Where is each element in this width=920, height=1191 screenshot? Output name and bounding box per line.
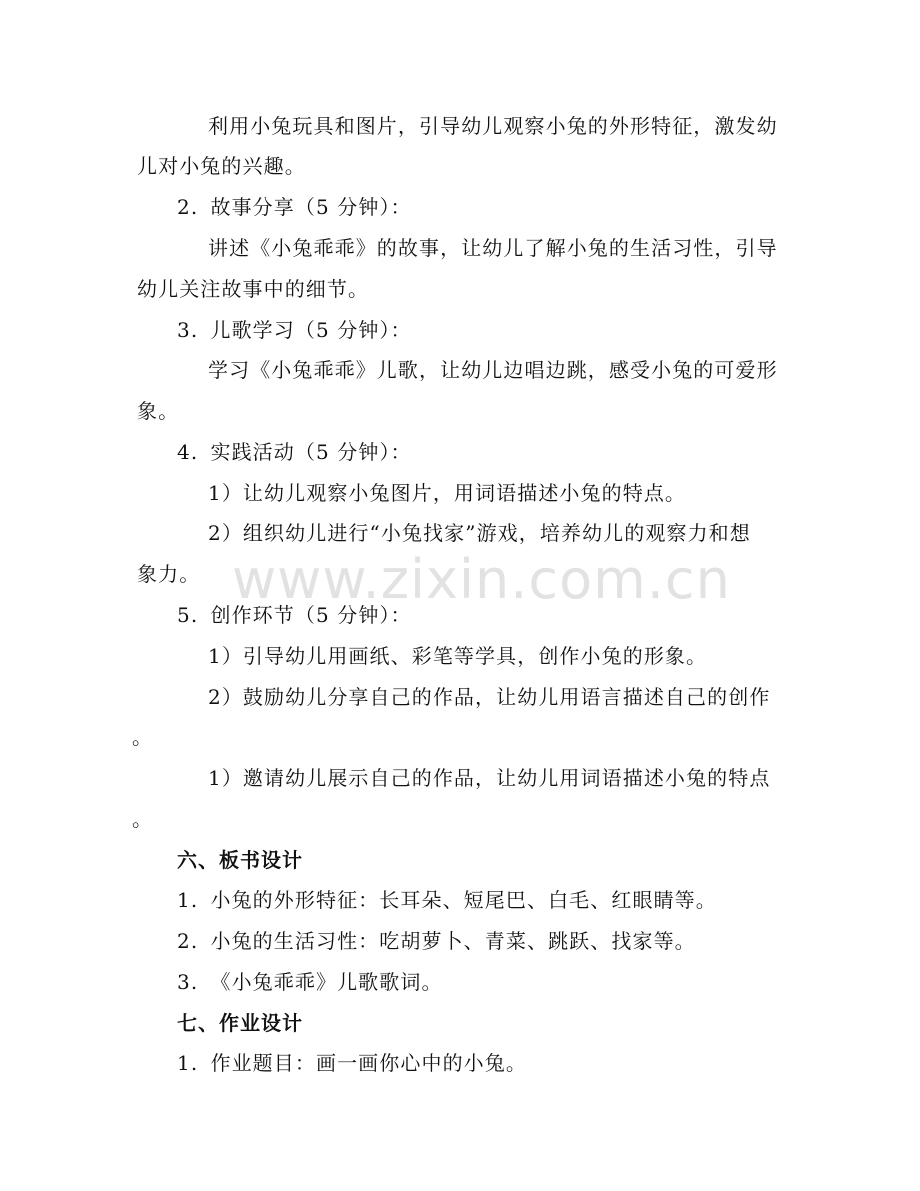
list-item-heading: [177, 317, 412, 343]
list-item: [177, 1050, 527, 1076]
list-text: 小兔的外形特征：长耳朵、短尾巴、白毛、红眼睛等。: [210, 888, 717, 912]
list-text: 小兔的生活习性：吃胡萝卜、青菜、跳跃、找家等。: [210, 929, 696, 953]
list-number: 1.: [177, 1051, 199, 1075]
list-number: 1.: [177, 888, 199, 912]
paragraph-line: 2）组织幼儿进行“小兔找家”游戏，培养幼儿的观察力和想: [208, 521, 751, 545]
paragraph-line: 象力。: [137, 562, 201, 586]
section-heading-homework-design: 七、作业设计: [177, 1011, 303, 1035]
list-number: 5.: [177, 603, 199, 627]
list-number: 2.: [177, 929, 199, 953]
paragraph-line: 儿对小兔的兴趣。: [137, 154, 306, 178]
list-item-heading: [177, 194, 412, 220]
paragraph-line: 利用小兔玩具和图片，引导幼儿观察小兔的外形特征，激发幼: [208, 114, 778, 138]
paragraph-line: 2）鼓励幼儿分享自己的作品，让幼儿用语言描述自己的创作: [208, 685, 771, 709]
watermark: www.zixin.com.cn: [232, 548, 731, 611]
paragraph-line: 象。: [137, 399, 180, 423]
list-item: [177, 887, 717, 913]
list-title: 故事分享（5 分钟）：: [210, 195, 412, 219]
list-item-heading: [177, 439, 412, 465]
list-item: [177, 969, 443, 995]
list-title: 儿歌学习（5 分钟）：: [210, 318, 412, 342]
paragraph-line: 1）引导幼儿用画纸、彩笔等学具，创作小兔的形象。: [208, 644, 708, 668]
paragraph-line: 1）让幼儿观察小兔图片，用词语描述小兔的特点。: [208, 481, 687, 505]
list-number: 3.: [177, 970, 199, 994]
list-item: [177, 928, 696, 954]
list-title: 实践活动（5 分钟）：: [210, 440, 412, 464]
paragraph-line: 讲述《小兔乖乖》的故事，让幼儿了解小兔的生活习性，引导: [208, 236, 778, 260]
paragraph-line: 。: [132, 725, 154, 749]
list-number: 3.: [177, 318, 199, 342]
paragraph-line: 幼儿关注故事中的细节。: [137, 277, 370, 301]
paragraph-line: 1）邀请幼儿展示自己的作品，让幼儿用词语描述小兔的特点: [208, 766, 771, 790]
paragraph-line: 。: [132, 807, 154, 831]
list-number: 2.: [177, 195, 199, 219]
list-number: 4.: [177, 440, 199, 464]
section-heading-board-design: 六、板书设计: [177, 848, 303, 872]
list-text: 作业题目：画一画你心中的小兔。: [210, 1051, 527, 1075]
paragraph-line: 学习《小兔乖乖》儿歌，让幼儿边唱边跳，感受小兔的可爱形: [208, 358, 778, 382]
list-title: 创作环节（5 分钟）：: [210, 603, 412, 627]
list-text: 《小兔乖乖》儿歌歌词。: [210, 970, 443, 994]
